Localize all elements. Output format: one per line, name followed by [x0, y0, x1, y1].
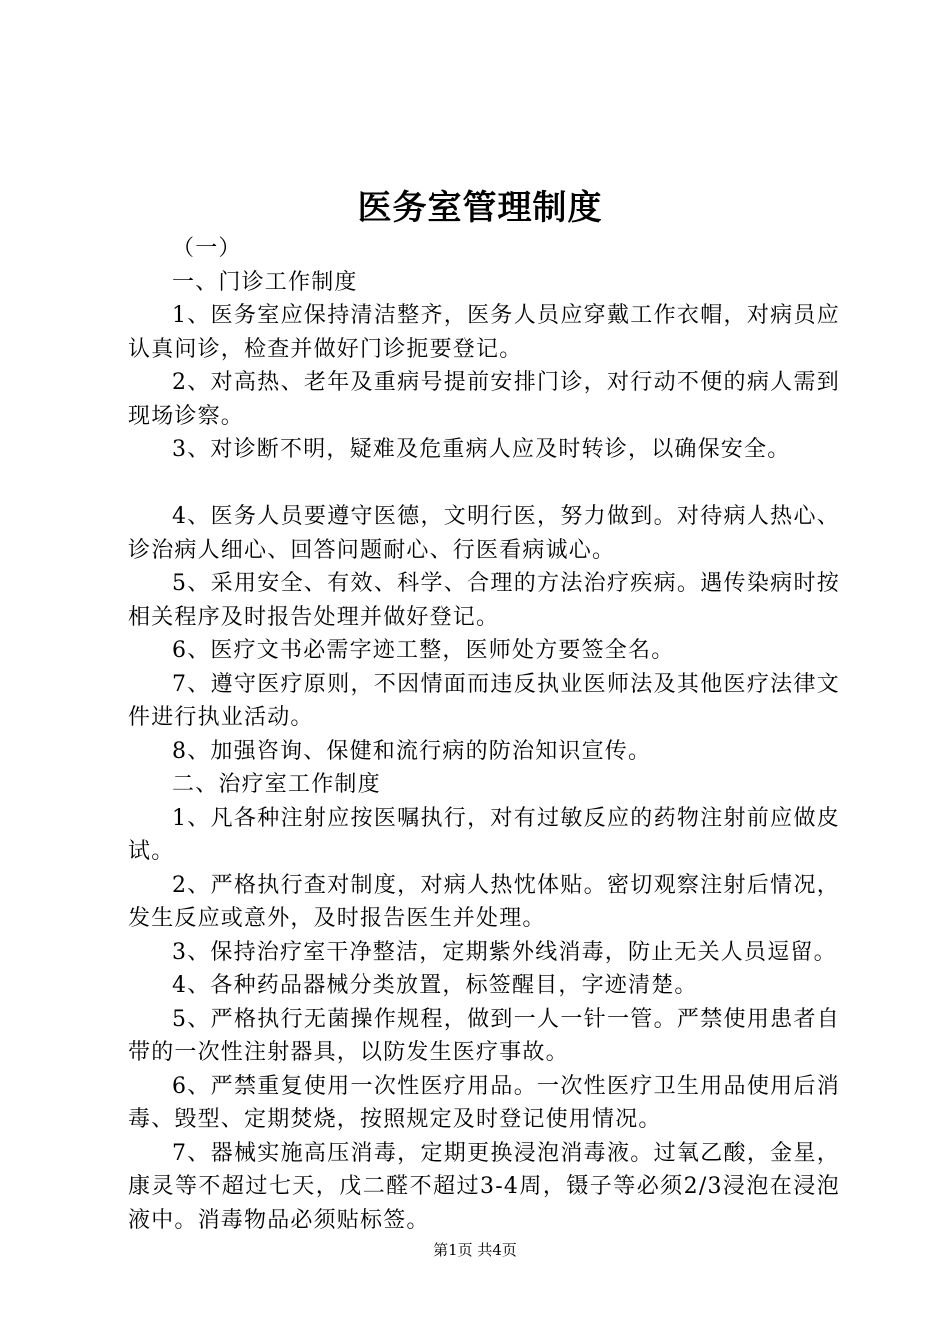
page-footer: 第1页 共4页 [433, 1241, 517, 1259]
clinic-rule-4: 4、医务人员要遵守医德，文明行医，努力做到。对待病人热心、诊治病人细心、回答问题耐心、行医看病诚心。 [128, 504, 840, 563]
treatment-rule-6: 6、严禁重复使用一次性医疗用品。一次性医疗卫生用品使用后消毒、毁型、定期焚烧，按照规定及时登记使用情况。 [128, 1073, 840, 1132]
section-subtitle: （一） [172, 236, 242, 261]
treatment-rule-4: 4、各种药品器械分类放置，标签醒目，字迹清楚。 [172, 973, 698, 998]
document-title: 医务室管理制度 [357, 188, 603, 228]
treatment-rule-2: 2、严格执行查对制度，对病人热忱体贴。密切观察注射后情况，发生反应或意外，及时报告医生并处理。 [128, 872, 840, 931]
clinic-rule-2: 2、对高热、老年及重病号提前安排门诊，对行动不便的病人需到现场诊察。 [128, 370, 840, 429]
section-heading-clinic: 一、门诊工作制度 [172, 269, 358, 295]
clinic-rule-1: 1、医务室应保持清洁整齐，医务人员应穿戴工作衣帽，对病员应认真问诊，检查并做好门诊扼要登记。 [128, 303, 840, 362]
treatment-rule-7: 7、器械实施高压消毒，定期更换浸泡消毒液。过氧乙酸，金星，康灵等不超过七天，戊二醛不超过3-4周，镊子等必须2/3浸泡在浸泡液中。消毒物品必须贴标签。 [128, 1140, 840, 1233]
treatment-rule-3: 3、保持治疗室干净整洁，定期紫外线消毒，防止无关人员逗留。 [172, 939, 837, 965]
clinic-rule-7: 7、遵守医疗原则，不因情面而违反执业医师法及其他医疗法律文件进行执业活动。 [128, 671, 840, 730]
clinic-rule-3: 3、对诊断不明，疑难及危重病人应及时转诊，以确保安全。 [172, 437, 791, 462]
treatment-rule-5: 5、严格执行无菌操作规程，做到一人一针一管。严禁使用患者自带的一次性注射器具，以防发生医疗事故。 [128, 1006, 840, 1065]
treatment-rule-1: 1、凡各种注射应按医嘱执行，对有过敏反应的药物注射前应做皮试。 [128, 805, 840, 864]
document-body [128, 232, 840, 1237]
section-heading-treatment: 二、治疗室工作制度 [172, 772, 381, 797]
clinic-rule-5: 5、采用安全、有效、科学、合理的方法治疗疾病。遇传染病时按相关程序及时报告处理并做好登记。 [128, 571, 840, 630]
clinic-rule-8: 8、加强咨询、保健和流行病的防治知识宣传。 [172, 738, 652, 764]
clinic-rule-6: 6、医疗文书必需字迹工整，医师处方要签全名。 [172, 638, 675, 663]
